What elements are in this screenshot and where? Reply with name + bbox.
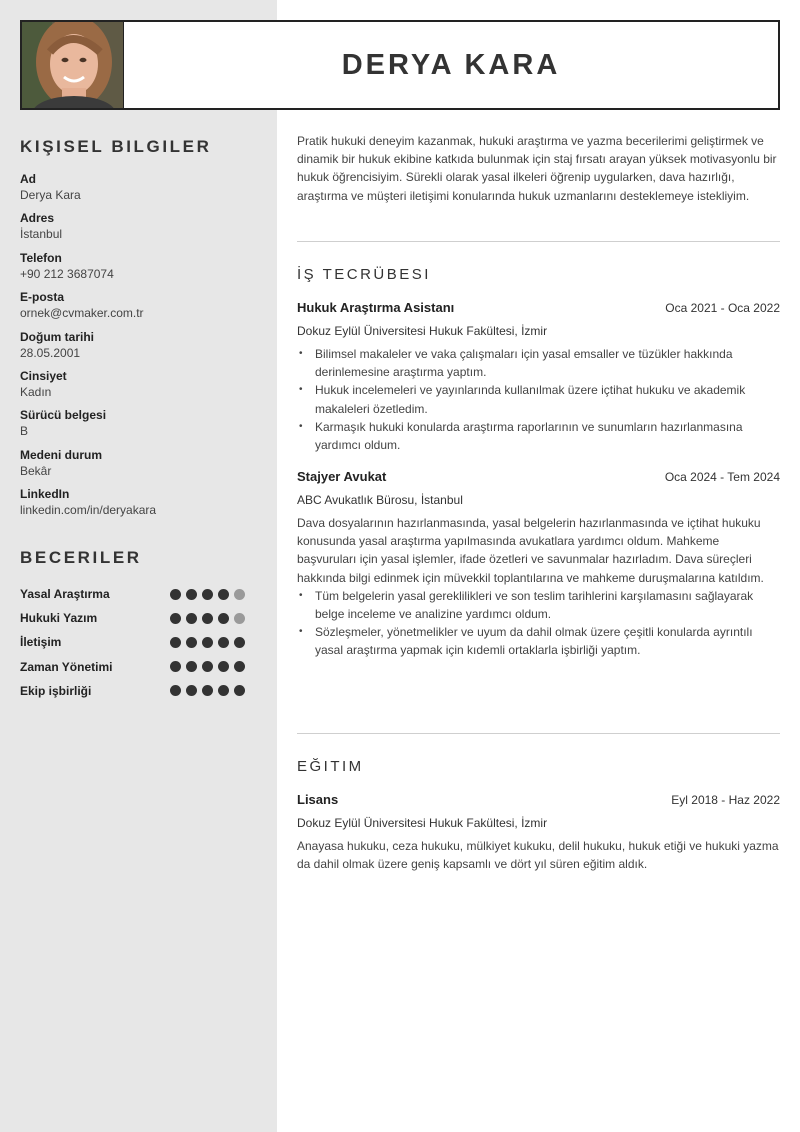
info-value: Derya Kara <box>20 188 81 202</box>
job-organization: ABC Avukatlık Bürosu, İstanbul <box>297 493 463 507</box>
section-divider <box>297 241 780 242</box>
skills-heading: BECERILER <box>20 548 142 567</box>
info-label: Telefon <box>20 250 62 265</box>
skill-rating <box>170 661 245 672</box>
rating-dot-empty <box>234 589 245 600</box>
skill-row <box>20 606 245 630</box>
rating-dot-filled <box>234 685 245 696</box>
info-label: LinkedIn <box>20 487 70 502</box>
profile-summary: Pratik hukuki deneyim kazanmak, hukuki araştırma ve yazma becerilerimi geliştirmek ve dinamik bir hukuk ekibine katkıda bulunmak için staj fırsatı arayan yüksek motivasyonlu bir hukuk öğrencisiyim. Sürekli olarak yasal ilkeleri öğrenip uygularken, dava hazırlığı, araştırma ve müşteri iletişimi konularında hukuk uzmanlarını desteklemeye istekliyim. <box>297 134 777 203</box>
info-label: E-posta <box>20 290 65 305</box>
info-value: linkedin.com/in/deryakara <box>20 503 157 518</box>
info-item-license <box>20 407 260 446</box>
info-item-marital <box>20 447 260 486</box>
info-value: Bekâr <box>20 463 52 478</box>
personal-info-list <box>20 171 260 526</box>
skill-row <box>20 679 245 703</box>
info-item-linkedin <box>20 486 260 525</box>
rating-dot-filled <box>186 661 197 672</box>
skill-rating <box>170 685 245 696</box>
section-divider <box>297 733 780 734</box>
job-date: Oca 2024 - Tem 2024 <box>664 470 780 484</box>
degree-date: Eyl 2018 - Haz 2022 <box>671 793 780 807</box>
skill-name: Yasal Araştırma <box>20 587 110 602</box>
skill-rating <box>170 613 245 624</box>
rating-dot-filled <box>218 637 229 648</box>
skill-rating <box>170 637 245 648</box>
bullet-item: • Sözleşmeler, yönetmelikler ve uyum da dahil olmak üzere çeşitli konularda ayrıntılı yasal araştırma yapmak için kıdemli ortaklarla işbirliği yaptım. <box>297 623 780 659</box>
rating-dot-filled <box>202 685 213 696</box>
education-description: Anayasa hukuku, ceza hukuku, mülkiyet kukuku, delil hukuku, hukuk etiği ve hukuki yazma da dahil olmak üzere geniş kapsamlı ve dört yıl süren eğitim aldık. <box>297 839 779 872</box>
job-title: Hukuk Araştırma Asistanı <box>297 300 455 315</box>
rating-dot-filled <box>170 613 181 624</box>
skill-name: Hukuki Yazım <box>20 611 98 626</box>
info-item-name <box>20 171 260 210</box>
bullet-item: • Hukuk incelemeleri ve yayınlarında kullanılmak üzere içtihat hukuku ve akademik makaleleri özetledim. <box>297 381 780 417</box>
info-label: Adres <box>20 211 55 226</box>
experience-entry-1 <box>297 300 780 454</box>
info-value: +90 212 3687074 <box>20 266 114 281</box>
job-bullets <box>297 345 780 454</box>
education-heading: EĞITIM <box>297 758 364 775</box>
resume-header <box>20 20 780 110</box>
info-label: Sürücü belgesi <box>20 408 107 423</box>
info-item-address <box>20 210 260 249</box>
rating-dot-filled <box>218 613 229 624</box>
school-name: Dokuz Eylül Üniversitesi Hukuk Fakültesi, İzmir <box>297 816 548 830</box>
bullet-item: • Bilimsel makaleler ve vaka çalışmaları için yasal emsaller ve tüzükler hakkında derinlemesine araştırma yaptım. <box>297 345 780 381</box>
rating-dot-filled <box>218 661 229 672</box>
rating-dot-filled <box>218 589 229 600</box>
info-value: İstanbul <box>20 227 63 242</box>
info-label: Ad <box>20 172 36 186</box>
info-value: ornek@cvmaker.com.tr <box>20 306 144 321</box>
job-organization: Dokuz Eylül Üniversitesi Hukuk Fakültesi, İzmir <box>297 324 548 338</box>
rating-dot-filled <box>218 685 229 696</box>
job-bullets <box>297 587 780 660</box>
info-item-birthdate <box>20 329 260 368</box>
skill-rating <box>170 589 245 600</box>
skill-row <box>20 582 245 606</box>
profile-photo <box>22 22 124 108</box>
info-value: 28.05.2001 <box>20 345 81 360</box>
person-name: DERYA KARA <box>341 48 561 81</box>
rating-dot-filled <box>202 589 213 600</box>
info-label: Medeni durum <box>20 447 103 462</box>
rating-dot-filled <box>202 613 213 624</box>
job-title: Stajyer Avukat <box>297 469 387 484</box>
experience-entry-2 <box>297 469 780 660</box>
info-value: B <box>20 424 29 439</box>
job-description: Dava dosyalarının hazırlanmasında, yasal belgelerin hazırlanmasında ve içtihat hukuku konusunda yasal araştırma yapılmasında avukatlara yardımcı oldum. Mahkeme başvuruları için yasal işlemler, ifade özetleri ve savunmalar hazırladım. Dava süreçleri hakkında bilgi edinmek için müvekkil toplantılarına ve mahkeme duruşmalarına katıldım. <box>297 516 764 585</box>
job-date: Oca 2021 - Oca 2022 <box>665 301 780 315</box>
personal-info-heading: KIŞISEL BILGILER <box>20 137 212 156</box>
skill-name: İletişim <box>20 635 62 650</box>
bullet-item: • Karmaşık hukuki konularda araştırma raporlarının ve sunumların hazırlanmasına yardımcı oldum. <box>297 418 780 454</box>
rating-dot-filled <box>186 613 197 624</box>
info-value: Kadın <box>20 384 52 399</box>
rating-dot-empty <box>234 613 245 624</box>
rating-dot-filled <box>234 637 245 648</box>
skill-row <box>20 655 245 679</box>
info-label: Doğum tarihi <box>20 329 94 344</box>
info-label: Cinsiyet <box>20 368 67 383</box>
rating-dot-filled <box>170 661 181 672</box>
rating-dot-filled <box>170 637 181 648</box>
rating-dot-filled <box>186 637 197 648</box>
skill-name: Ekip işbirliği <box>20 683 92 698</box>
rating-dot-filled <box>234 661 245 672</box>
degree-title: Lisans <box>297 792 339 807</box>
education-entry <box>297 792 780 873</box>
rating-dot-filled <box>170 685 181 696</box>
skills-list <box>20 582 245 703</box>
info-item-phone <box>20 250 260 289</box>
skill-row <box>20 630 245 654</box>
rating-dot-filled <box>186 685 197 696</box>
rating-dot-filled <box>202 661 213 672</box>
info-item-email <box>20 289 260 328</box>
rating-dot-filled <box>202 637 213 648</box>
rating-dot-filled <box>170 589 181 600</box>
skill-name: Zaman Yönetimi <box>20 659 113 674</box>
experience-heading: İŞ TECRÜBESI <box>297 266 431 283</box>
bullet-item: • Tüm belgelerin yasal gereklilikleri ve son teslim tarihlerini karşılamasını sağlayarak belge inceleme ve analizine yardımcı oldum. <box>297 587 780 623</box>
info-item-gender <box>20 368 260 407</box>
rating-dot-filled <box>186 589 197 600</box>
